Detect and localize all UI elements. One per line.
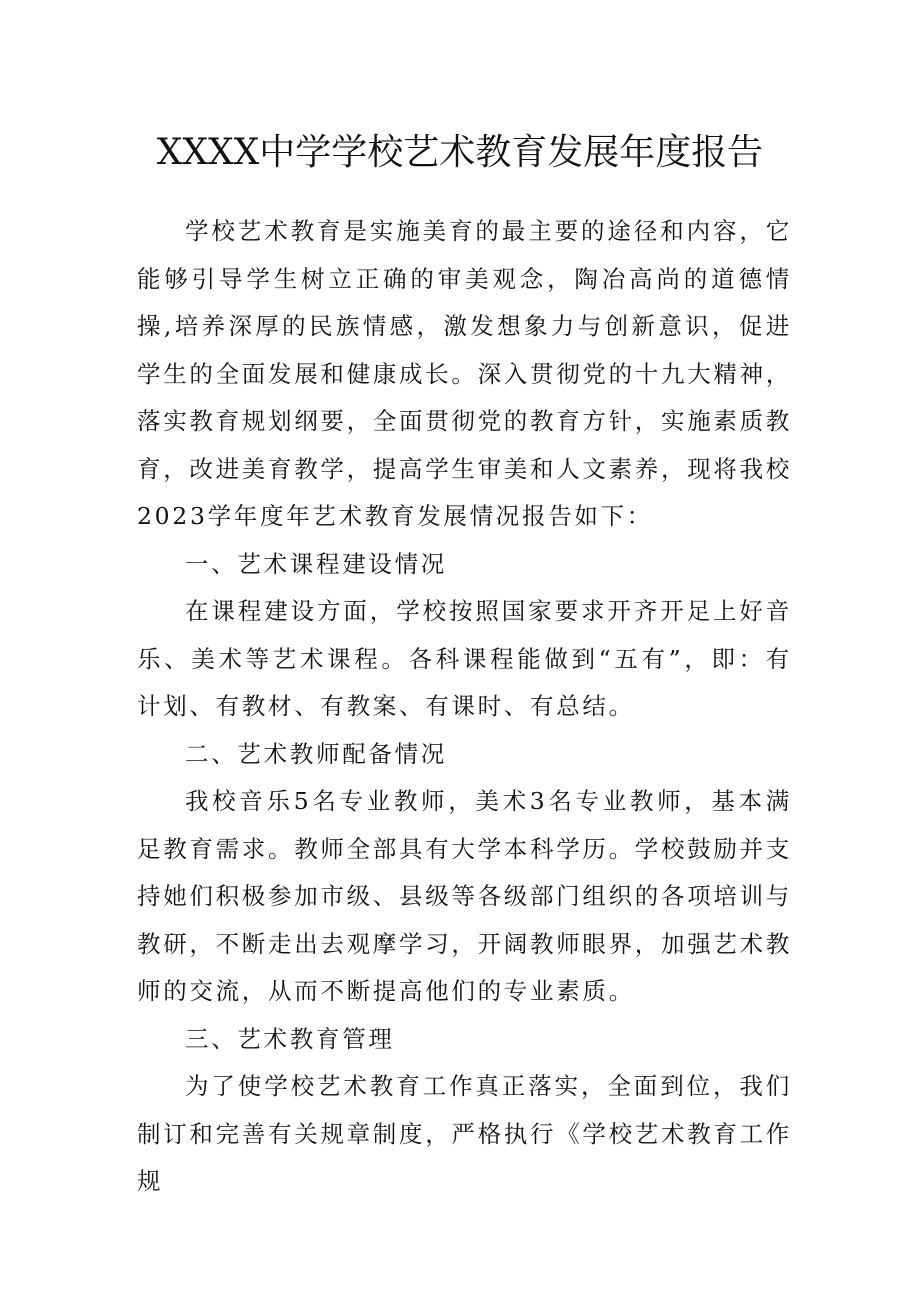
intro-paragraph: 学校艺术教育是实施美育的最主要的途径和内容，它能够引导学生树立正确的审美观念，陶冶高尚的道德情操,培养深厚的民族情感，激发想象力与创新意识，促进学生的全面发展和健康成长。深入贯彻党的十九大精神，落实教育规划纲要，全面贯彻党的教育方针，实施素质教育，改进美育教学，提高学生审美和人文素养，现将我校2023学年度年艺术教育发展情况报告如下： (137, 217, 792, 530)
section-text-teachers: 我校音乐5名专业教师，美术3名专业教师，基本满足教育需求。教师全部具有大学本科学历。学校鼓励并支持她们积极参加市级、县级等各级部门组织的各项培训与教研，不断走出去观摩学习，开阔教师眼界，加强艺术教师的交流，从而不断提高他们的专业素质。 (137, 787, 792, 1005)
document-body (137, 208, 792, 1195)
section-heading-curriculum: 一、艺术课程建设情况 (185, 549, 447, 578)
document-title: XXXX中学学校艺术教育发展年度报告 (156, 132, 764, 173)
section-heading-management: 三、艺术教育管理 (185, 1024, 395, 1053)
section-text-management: 为了使学校艺术教育工作真正落实，全面到位，我们制订和完善有关规章制度，严格执行《学校艺术教育工作规 (137, 1072, 792, 1195)
section-text-curriculum: 在课程建设方面，学校按照国家要求开齐开足上好音乐、美术等艺术课程。各科课程能做到“五有”，即：有计划、有教材、有教案、有课时、有总结。 (137, 597, 792, 720)
section-heading-teachers: 二、艺术教师配备情况 (185, 739, 447, 768)
